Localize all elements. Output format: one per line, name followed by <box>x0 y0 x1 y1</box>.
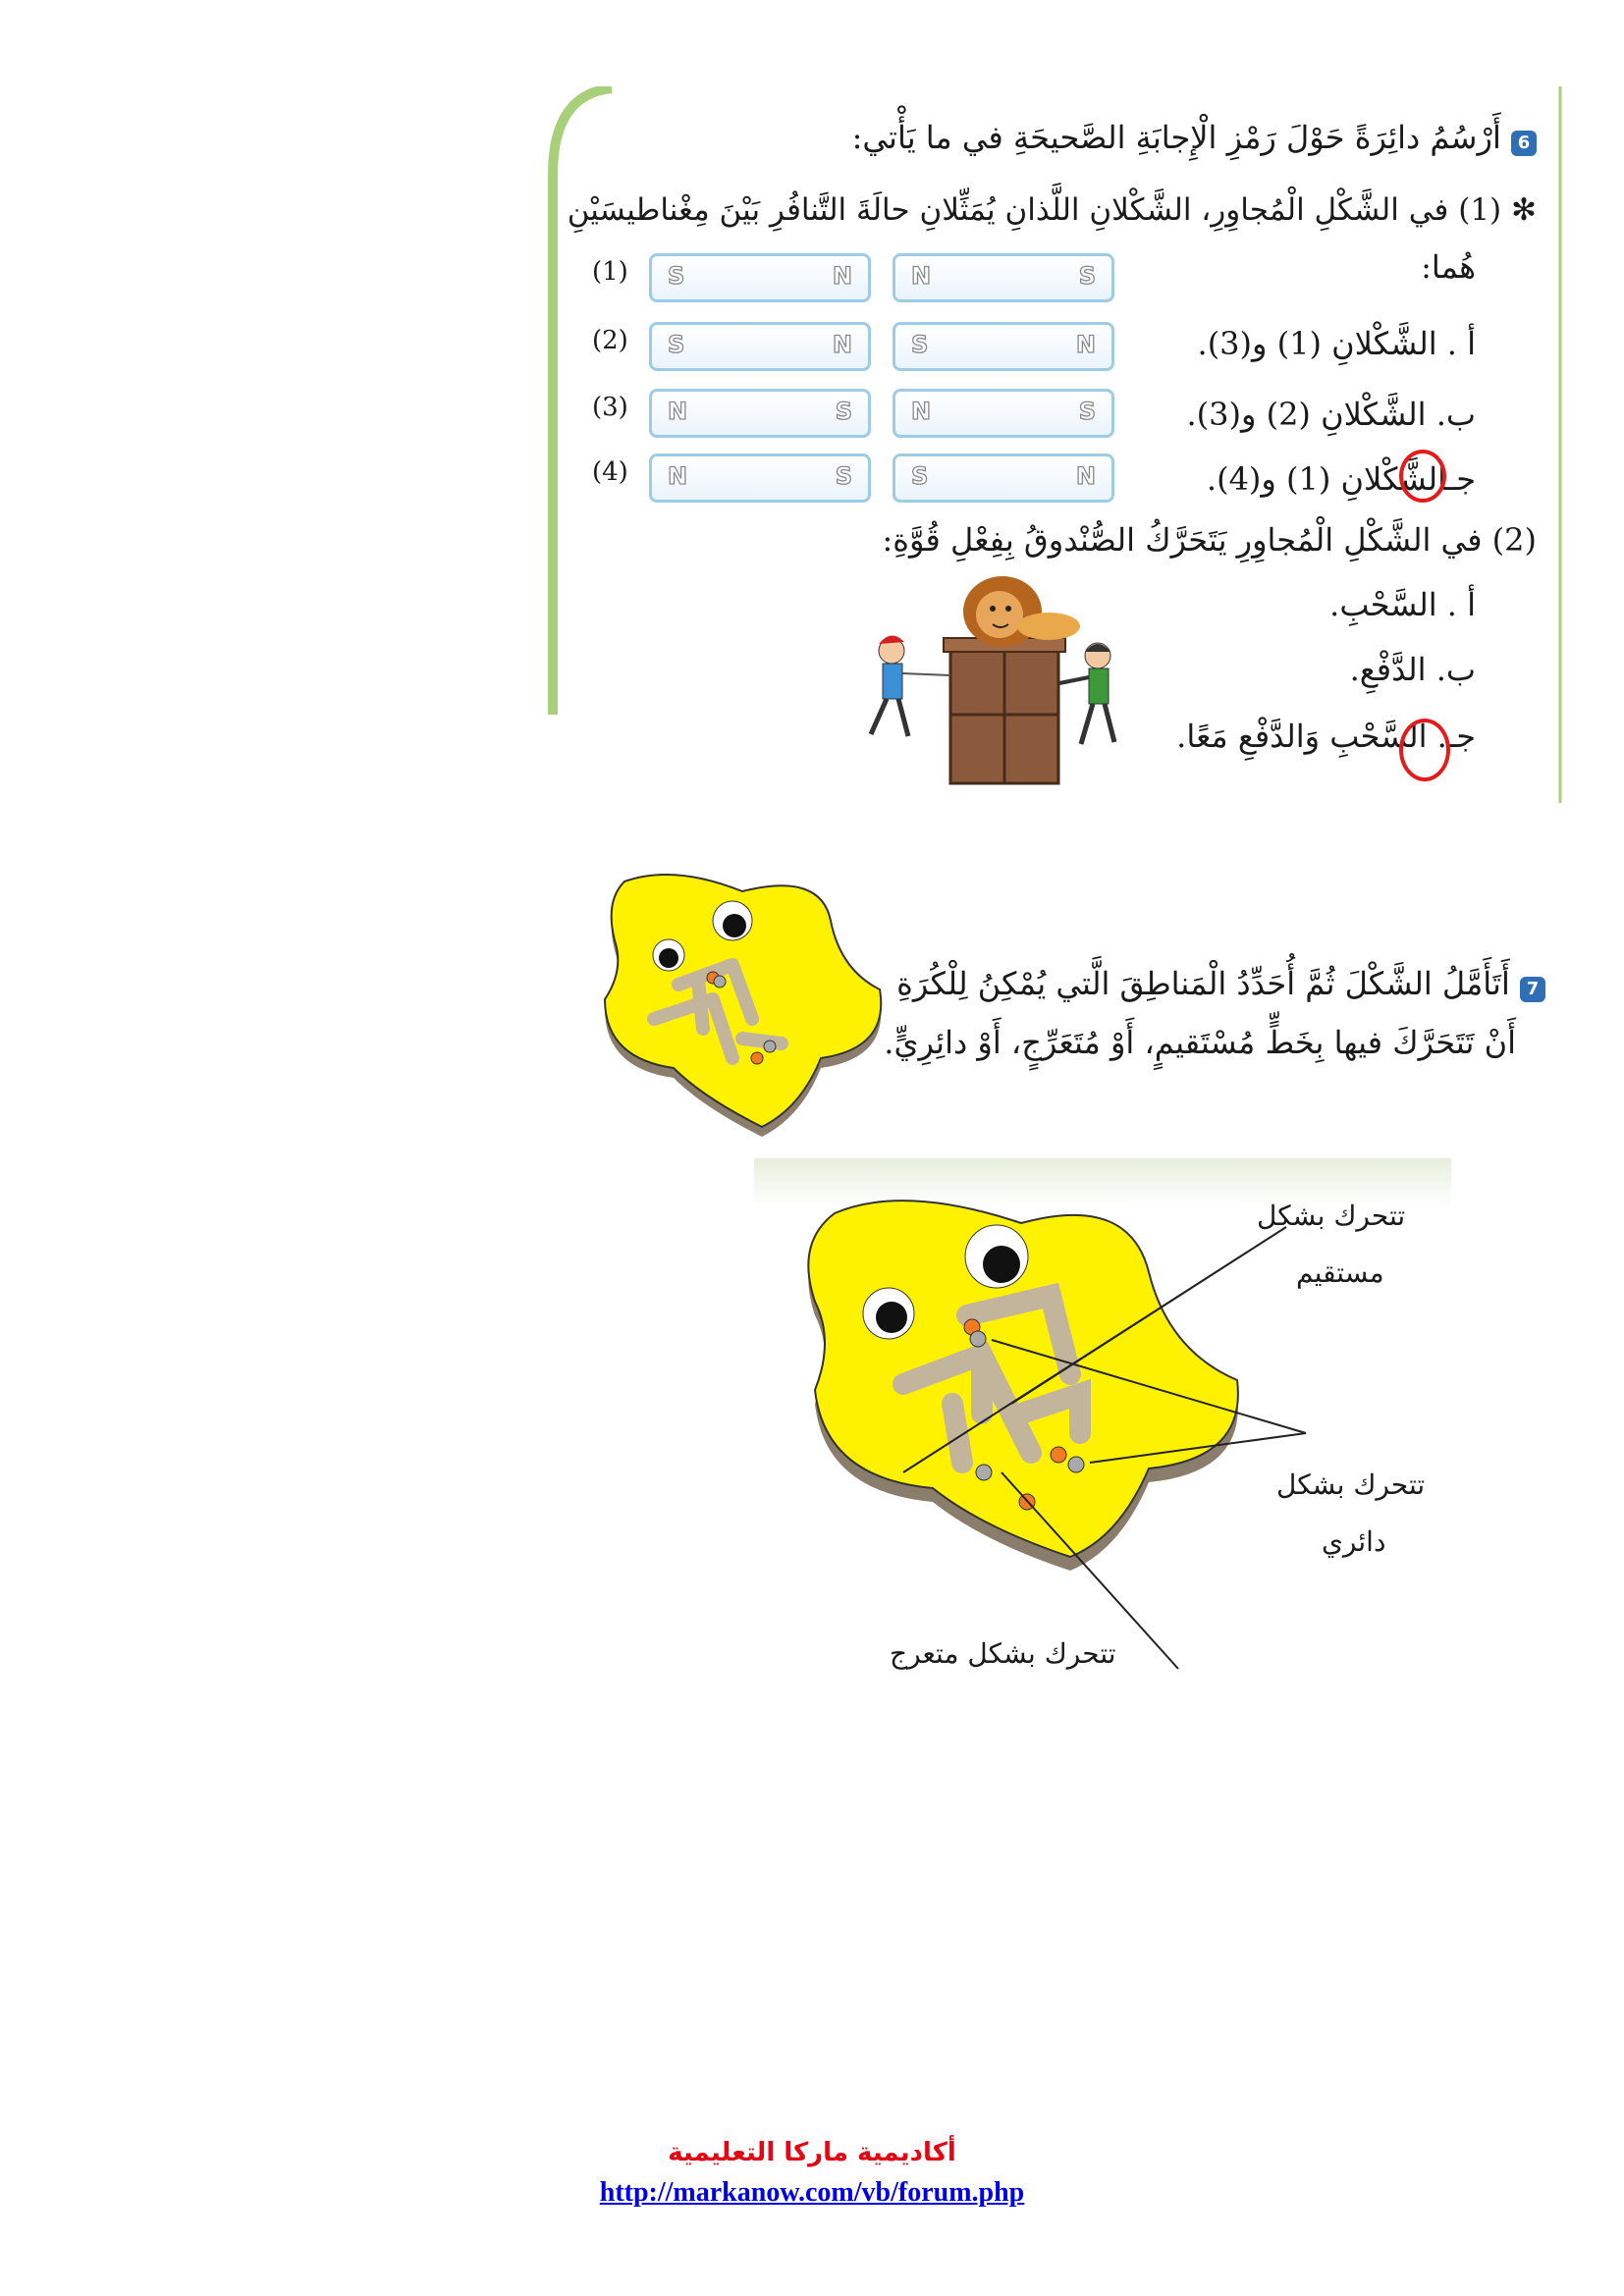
q6-part1-line1: ✻ (1) في الشَّكْلِ الْمُجاوِرِ، الشَّكْلانِ اللَّذانِ يُمَثِّلانِ حالَةَ التَّنافُرِ بَيْنَ مِغْناطيسَيْنِ <box>567 192 1537 228</box>
label-straight-line1: تتحرك بشكل <box>1257 1200 1406 1232</box>
q7-line2: أَنْ تَتَحَرَّكَ فيها بِخَطٍّ مُسْتَقيمٍ، أَوْ مُتَعَرِّجٍ، أَوْ دائِرِيٍّ. <box>884 1024 1516 1061</box>
label-circular-line2: دائري <box>1322 1525 1386 1558</box>
q6-instruction: أَرْسُمُ دائِرَةً حَوْلَ رَمْزِ الْإِجابَةِ الصَّحيحَةِ في ما يَأْتي: <box>851 119 1501 156</box>
q6-part2-option-c: جـ. السَّحْبِ وَالدَّفْعِ مَعًا. <box>1176 718 1476 755</box>
maze-answer-illustration <box>756 1178 1443 1688</box>
label-straight-line2: مستقيم <box>1296 1256 1384 1289</box>
q7-line1: 7 أَتَأَمَّلُ الشَّكْلَ ثُمَّ أُحَدِّدُ الْمَناطِقَ الَّتي يُمْكِنُ لِلْكُرَةِ <box>896 958 1545 1009</box>
q6-number-badge: 6 <box>1511 131 1537 156</box>
footer-forum-link[interactable]: http://markanow.com/vb/forum.php <box>599 2177 1025 2208</box>
q6-part1-option-a: أ . الشَّكْلانِ (1) و(3). <box>1197 325 1476 362</box>
q6-part2-option-a: أ . السَّحْبِ. <box>1329 586 1476 623</box>
q6-part1-option-b: ب. الشَّكْلانِ (2) و(3). <box>1186 396 1476 433</box>
magnet-figure-2: (2) S N S N <box>592 322 1181 369</box>
magnet-figure-3: (3) N S N S <box>592 389 1181 436</box>
maze-small-illustration <box>585 872 893 1147</box>
answer-circle-part1 <box>1399 450 1446 503</box>
q6-part1-option-c: جـالشَّكْلانِ (1) و(4). <box>1206 460 1476 498</box>
magnet-figure-1: (1) S N N S <box>592 253 1181 300</box>
q7-number-badge: 7 <box>1520 977 1545 1002</box>
star-icon: ✻ <box>1501 192 1537 228</box>
q6-part1-line2: هُما: <box>1421 248 1476 286</box>
answer-circle-part2 <box>1399 719 1450 781</box>
q6-instruction-row <box>852 116 1537 159</box>
lion-box-illustration <box>857 567 1152 793</box>
q6-part2-option-b: ب. الدَّفْعِ. <box>1349 651 1476 688</box>
footer-academy-title: أكاديمية ماركا التعليمية <box>668 2138 956 2167</box>
question-6-panel <box>543 86 1566 803</box>
q6-part2-line: (2) في الشَّكْلِ الْمُجاوِرِ يَتَحَرَّكُ الصُّنْدوقُ بِفِعْلِ قُوَّةِ: <box>882 521 1537 559</box>
magnet-figure-4: (4) N S S N <box>592 454 1181 501</box>
label-circular-line1: تتحرك بشكل <box>1276 1468 1426 1501</box>
label-zigzag: تتحرك بشكل متعرج <box>890 1637 1116 1670</box>
